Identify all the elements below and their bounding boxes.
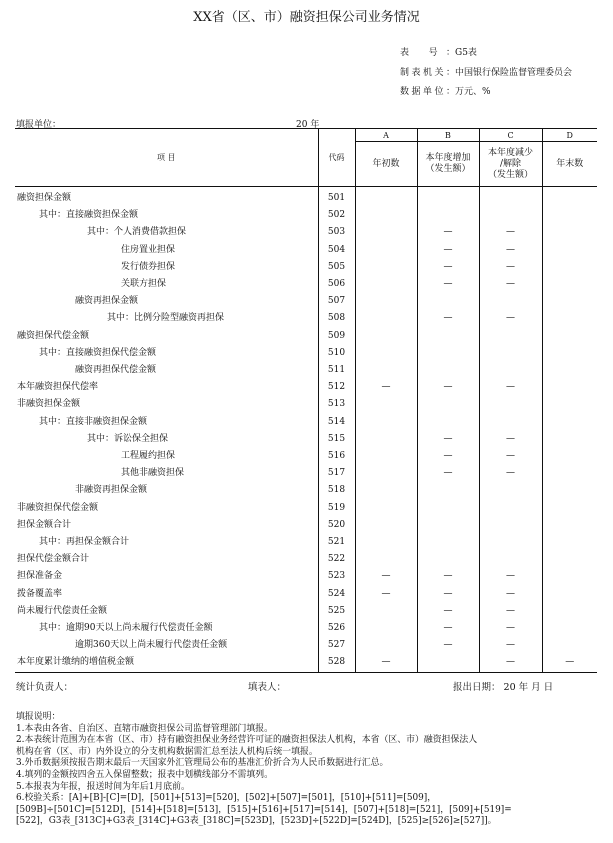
- meta-form-number: 表 号：G5表: [400, 48, 477, 58]
- cell-b: [417, 187, 479, 208]
- row-label: 融资担保代偿金额: [17, 330, 90, 341]
- table-row: [15, 517, 597, 534]
- table-row: [15, 224, 597, 241]
- row-code: 525: [318, 603, 355, 620]
- cell-c: [479, 534, 542, 551]
- cell-b: [417, 500, 479, 517]
- filling-instructions: [16, 712, 606, 828]
- table-row: [15, 500, 597, 517]
- row-label: 本年度累计缴纳的增值税金额: [15, 654, 318, 672]
- cell-c: —: [479, 431, 542, 448]
- cell-a: [355, 448, 417, 465]
- cell-a: [355, 517, 417, 534]
- cell-d: [542, 187, 597, 208]
- cell-b: —: [417, 276, 479, 293]
- row-code: 521: [318, 534, 355, 551]
- cell-c: [479, 328, 542, 345]
- header-item: 项 目: [15, 129, 318, 187]
- row-label: 担保代偿金额合计: [17, 554, 90, 565]
- cell-a: [355, 224, 417, 241]
- header-letter-c: C: [479, 129, 542, 142]
- cell-d: [542, 328, 597, 345]
- cell-b: —: [417, 603, 479, 620]
- note-line: 6.校验关系：[A]+[B]-[C]=[D]，[501]+[513]=[520]，[502]+[507]=[501]，[510]+[511]=[509]，: [16, 793, 437, 804]
- cell-a: [355, 362, 417, 379]
- cell-a: [355, 482, 417, 499]
- row-label: 尚未履行代偿责任金额: [17, 605, 108, 616]
- cell-b: [417, 534, 479, 551]
- header-col-b: 本年度增加 （发生额）: [417, 142, 479, 187]
- cell-c: —: [479, 276, 542, 293]
- cell-b: —: [417, 637, 479, 654]
- row-code: 511: [318, 362, 355, 379]
- table-row: [15, 207, 597, 224]
- row-code: 519: [318, 500, 355, 517]
- cell-d: [542, 482, 597, 499]
- cell-d: [542, 586, 597, 603]
- cell-d: [542, 207, 597, 224]
- note-line: 2.本表统计范围为在本省（区、市）持有融资担保业务经营许可证的融资担保法人机构，本省（区、市）融资担保法人: [16, 735, 478, 746]
- cell-d: [542, 379, 597, 396]
- row-code: 520: [318, 517, 355, 534]
- cell-c: [479, 362, 542, 379]
- table-row: [15, 620, 597, 637]
- cell-a: [355, 276, 417, 293]
- row-label: 其中：直接融资担保金额: [39, 210, 139, 221]
- cell-c: —: [479, 568, 542, 585]
- cell-d: —: [542, 654, 597, 672]
- table-row: [15, 276, 597, 293]
- row-code: 527: [318, 637, 355, 654]
- header-col-a: 年初数: [355, 142, 417, 187]
- cell-c: —: [479, 586, 542, 603]
- cell-b: —: [417, 242, 479, 259]
- table-row: [15, 259, 597, 276]
- table-row: [15, 551, 597, 568]
- cell-d: [542, 431, 597, 448]
- note-line: [509B]÷[501C]=[512D]，[514]+[518]=[513]，[515]+[516]+[517]=[514]，[507]+[518]=[521]，[509]+[519]=: [16, 804, 512, 815]
- report-date-label: 报出日期： 20 年 月 日: [453, 682, 554, 693]
- row-label: 担保金额合计: [17, 519, 72, 530]
- table-row: [15, 637, 597, 654]
- cell-c: —: [479, 448, 542, 465]
- cell-a: —: [355, 586, 417, 603]
- row-label: 其中：个人消费借款担保: [87, 227, 187, 238]
- table-row: [15, 482, 597, 499]
- table-row: [15, 379, 597, 396]
- cell-a: [355, 396, 417, 413]
- row-code: 507: [318, 293, 355, 310]
- note-line: 填报说明：: [16, 712, 61, 722]
- row-code: 509: [318, 328, 355, 345]
- note-line: 5.本报表为年报，报送时间为年后1月底前。: [16, 781, 190, 792]
- cell-a: [355, 414, 417, 431]
- cell-a: [355, 637, 417, 654]
- cell-d: [542, 517, 597, 534]
- cell-d: [542, 310, 597, 327]
- table-row: [15, 293, 597, 310]
- header-col-c: 本年度减少 /解除 （发生额）: [479, 142, 542, 187]
- cell-b: [417, 345, 479, 362]
- table-row: [15, 534, 597, 551]
- cell-a: [355, 207, 417, 224]
- row-label: 工程履约担保: [121, 451, 176, 462]
- row-code: 524: [318, 586, 355, 603]
- cell-c: [479, 414, 542, 431]
- row-label: 住房置业担保: [121, 244, 176, 255]
- cell-a: —: [355, 654, 417, 672]
- table-row: [15, 396, 597, 413]
- note-line: 1.本表由各省、自治区、直辖市融资担保公司监督管理部门填报。: [16, 723, 273, 734]
- cell-d: [542, 362, 597, 379]
- row-label: 其中：再担保金额合计: [39, 537, 130, 548]
- row-label: 其他非融资担保: [121, 468, 185, 479]
- row-label: 其中：诉讼保全担保: [87, 433, 169, 444]
- page-title: XX省（区、市）融资担保公司业务情况: [193, 10, 420, 25]
- header-code: 代码: [318, 129, 355, 187]
- header-letter-b: B: [417, 129, 479, 142]
- table-row: [15, 414, 597, 431]
- cell-b: [417, 654, 479, 672]
- row-label: 其中：直接融资担保代偿金额: [39, 347, 157, 358]
- cell-d: [542, 414, 597, 431]
- cell-a: [355, 500, 417, 517]
- table-row: [15, 603, 597, 620]
- row-code: 528: [318, 654, 355, 672]
- row-code: 522: [318, 551, 355, 568]
- cell-c: [479, 345, 542, 362]
- meta-unit: 数据单位：万元、%: [400, 87, 491, 97]
- cell-a: [355, 465, 417, 482]
- row-label: 其中：直接非融资担保金额: [39, 416, 148, 427]
- cell-d: [542, 396, 597, 413]
- row-label: 担保准备金: [17, 571, 63, 582]
- row-code: 518: [318, 482, 355, 499]
- cell-c: —: [479, 379, 542, 396]
- row-label: 非融资担保金额: [17, 399, 81, 410]
- row-code: 526: [318, 620, 355, 637]
- note-line: 机构在省（区、市）内外设立的分支机构数据需汇总至法人机构后统一填报。: [16, 746, 318, 757]
- cell-c: —: [479, 259, 542, 276]
- row-label: 本年融资担保代偿率: [17, 382, 99, 393]
- cell-b: [417, 328, 479, 345]
- table-row: [15, 448, 597, 465]
- cell-b: [417, 482, 479, 499]
- cell-d: [542, 534, 597, 551]
- row-label: 其中：逾期90天以上尚未履行代偿责任金额: [39, 623, 213, 634]
- cell-c: [479, 396, 542, 413]
- cell-c: —: [479, 465, 542, 482]
- cell-d: [542, 568, 597, 585]
- cell-d: [542, 224, 597, 241]
- row-code: 503: [318, 224, 355, 241]
- table-row: [15, 310, 597, 327]
- row-code: 508: [318, 310, 355, 327]
- filler-label: 填表人：: [248, 682, 287, 693]
- row-label: 非融资担保代偿金额: [17, 502, 99, 513]
- table-row: [15, 345, 597, 362]
- row-code: 517: [318, 465, 355, 482]
- cell-b: —: [417, 568, 479, 585]
- cell-d: [542, 293, 597, 310]
- cell-d: [542, 603, 597, 620]
- row-code: 516: [318, 448, 355, 465]
- cell-d: [542, 242, 597, 259]
- cell-b: —: [417, 586, 479, 603]
- row-label: 关联方担保: [121, 279, 167, 290]
- cell-a: [355, 551, 417, 568]
- table-row: [15, 586, 597, 603]
- row-label: 非融资再担保金额: [75, 485, 148, 496]
- cell-b: [417, 517, 479, 534]
- meta-issuer: 制表机关：中国银行保险监督管理委员会: [400, 68, 573, 78]
- cell-a: [355, 431, 417, 448]
- cell-c: [479, 517, 542, 534]
- note-line: 4.填列的金额按四舍五入保留整数；报表中划横线部分不需填列。: [16, 769, 273, 780]
- cell-c: [479, 500, 542, 517]
- row-code: 512: [318, 379, 355, 396]
- stats-officer-label: 统计负责人：: [16, 682, 74, 693]
- header-letter-a: A: [355, 129, 417, 142]
- cell-d: [542, 448, 597, 465]
- table-row: [15, 187, 597, 208]
- row-label: 其中：比例分险型融资再担保: [107, 313, 225, 324]
- report-table: [15, 128, 597, 673]
- cell-a: [355, 345, 417, 362]
- cell-a: [355, 259, 417, 276]
- cell-d: [542, 259, 597, 276]
- row-code: 513: [318, 396, 355, 413]
- cell-a: [355, 293, 417, 310]
- cell-d: [542, 620, 597, 637]
- cell-c: —: [479, 310, 542, 327]
- cell-d: [542, 637, 597, 654]
- cell-b: —: [417, 224, 479, 241]
- cell-b: —: [417, 431, 479, 448]
- cell-a: [355, 603, 417, 620]
- report-year: 20 年: [296, 120, 320, 130]
- row-label: 融资担保金额: [17, 193, 72, 203]
- row-label: 拨备覆盖率: [17, 588, 63, 599]
- cell-b: —: [417, 465, 479, 482]
- header-letter-d: D: [542, 129, 597, 142]
- cell-c: [479, 293, 542, 310]
- note-line: [522]，G3表_[313C]+G3表_[314C]+G3表_[318C]=[523D]，[523D]÷[522D]=[524D]，[525]≥[526]≥[527]]。: [16, 816, 497, 827]
- cell-c: [479, 482, 542, 499]
- row-code: 510: [318, 345, 355, 362]
- header-col-d: 年末数: [542, 142, 597, 187]
- cell-c: [479, 551, 542, 568]
- row-code: 502: [318, 207, 355, 224]
- cell-d: [542, 551, 597, 568]
- row-label: 融资再担保金额: [75, 296, 139, 307]
- cell-b: —: [417, 259, 479, 276]
- row-code: 506: [318, 276, 355, 293]
- cell-a: [355, 534, 417, 551]
- cell-c: —: [479, 603, 542, 620]
- cell-c: —: [479, 654, 542, 672]
- cell-c: —: [479, 224, 542, 241]
- cell-d: [542, 276, 597, 293]
- cell-c: —: [479, 242, 542, 259]
- note-line: 3.外币数据须按报告期末最后一天国家外汇管理局公布的基准汇价折合为人民币数据进行汇总。: [16, 758, 389, 769]
- cell-a: [355, 310, 417, 327]
- row-label: 发行债券担保: [121, 261, 176, 272]
- cell-b: [417, 207, 479, 224]
- cell-b: [417, 551, 479, 568]
- cell-b: [417, 414, 479, 431]
- cell-a: [355, 187, 417, 208]
- cell-c: —: [479, 620, 542, 637]
- fill-unit-label: 填报单位：: [16, 120, 62, 130]
- cell-b: [417, 396, 479, 413]
- table-row: [15, 568, 597, 585]
- table-row: [15, 362, 597, 379]
- row-code: 514: [318, 414, 355, 431]
- cell-b: —: [417, 310, 479, 327]
- cell-d: [542, 345, 597, 362]
- cell-a: —: [355, 379, 417, 396]
- table-row: [15, 242, 597, 259]
- cell-b: —: [417, 620, 479, 637]
- row-label: 逾期360天以上尚未履行代偿责任金额: [75, 640, 228, 651]
- row-code: 504: [318, 242, 355, 259]
- table-row: [15, 465, 597, 482]
- cell-a: [355, 242, 417, 259]
- row-code: 515: [318, 431, 355, 448]
- cell-b: [417, 362, 479, 379]
- row-code: 505: [318, 259, 355, 276]
- cell-b: [417, 293, 479, 310]
- cell-c: [479, 187, 542, 208]
- table-row: [15, 328, 597, 345]
- cell-c: [479, 207, 542, 224]
- row-code: 523: [318, 568, 355, 585]
- cell-d: [542, 500, 597, 517]
- cell-c: —: [479, 637, 542, 654]
- row-code: 501: [318, 187, 355, 208]
- cell-a: [355, 620, 417, 637]
- cell-b: —: [417, 379, 479, 396]
- table-row: [15, 431, 597, 448]
- cell-d: [542, 465, 597, 482]
- cell-a: —: [355, 568, 417, 585]
- row-label: 融资再担保代偿金额: [75, 365, 157, 376]
- cell-a: [355, 328, 417, 345]
- table-row: [15, 654, 597, 672]
- cell-b: —: [417, 448, 479, 465]
